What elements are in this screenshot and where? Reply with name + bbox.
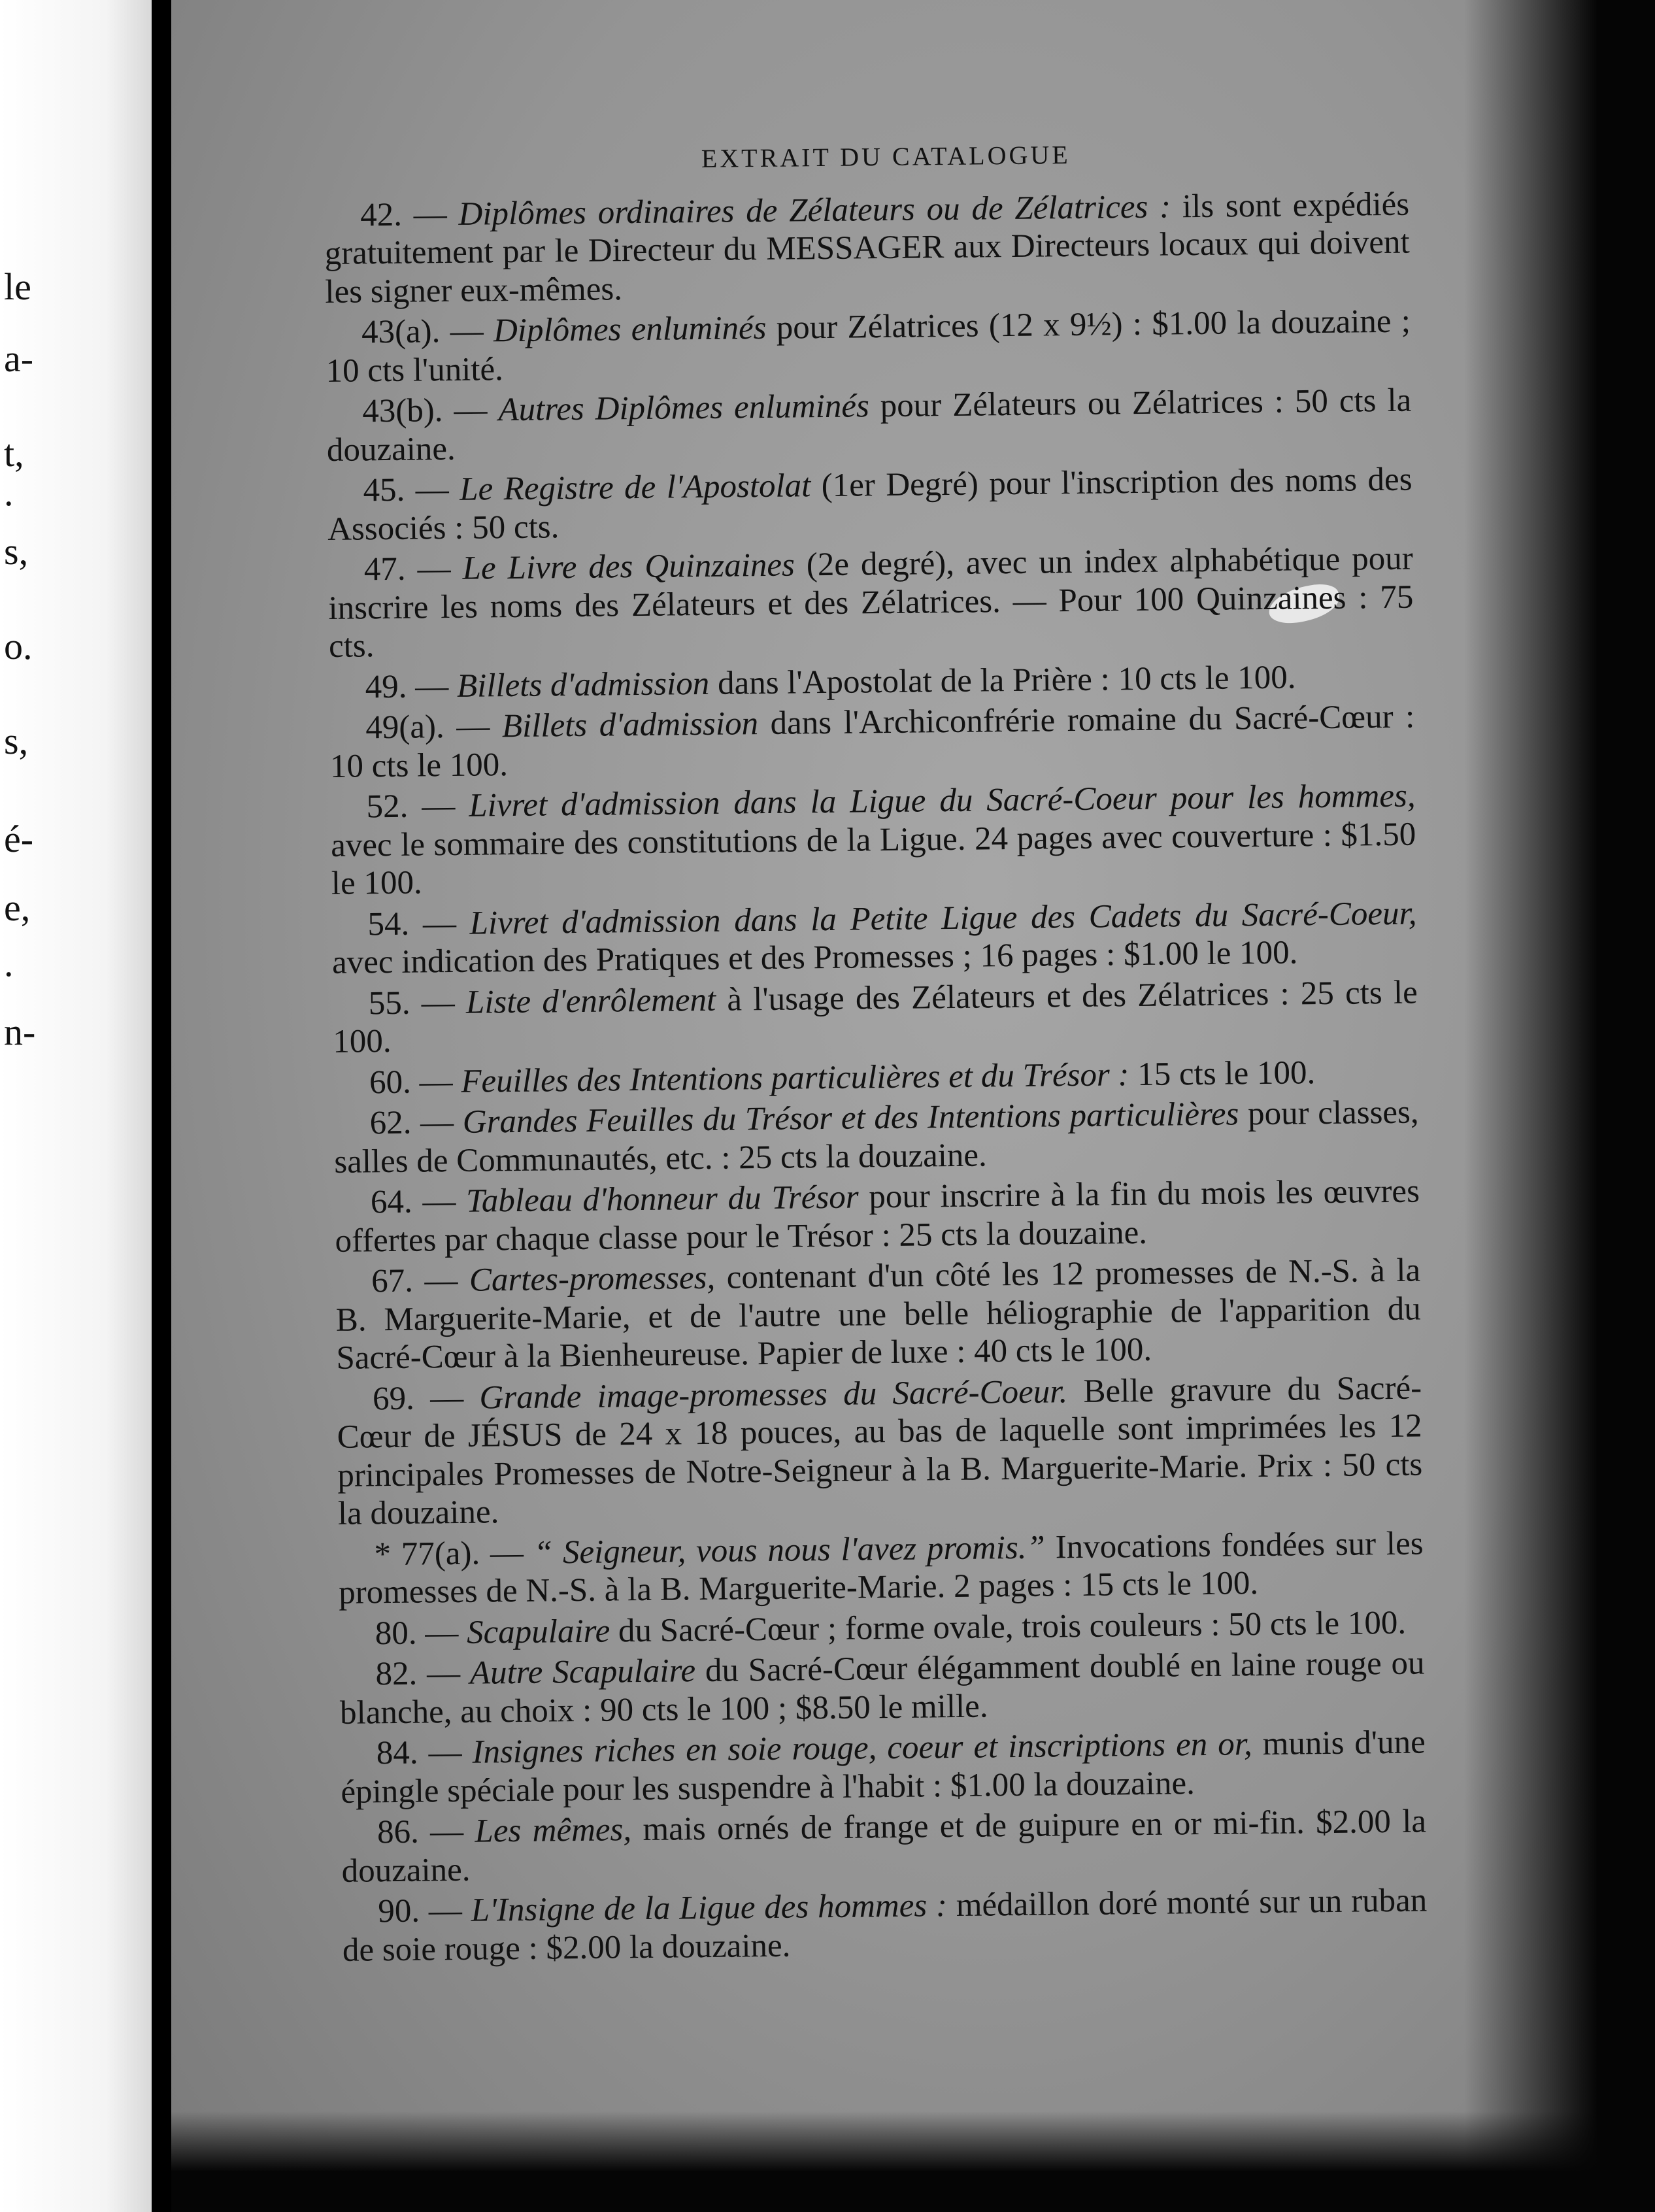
entry-title: Le Registre de l'Apostolat xyxy=(459,467,811,508)
left-facing-page xyxy=(0,0,152,2212)
catalogue-entry xyxy=(328,540,1414,666)
catalogue-entry xyxy=(335,1173,1420,1260)
entry-description: Invocations fondées sur les promesses de N.-S. à la B. Marguerite-Marie. 2 pages : 15 cts le 100. xyxy=(338,1524,1424,1611)
entry-number: 49(a). — xyxy=(365,708,490,746)
left-fragment: a- xyxy=(4,337,34,380)
entry-title: Liste d'enrôlement xyxy=(465,981,716,1021)
catalogue-entry xyxy=(333,1094,1419,1181)
catalogue-entry xyxy=(335,1252,1422,1378)
left-fragment: o. xyxy=(4,625,33,667)
entry-description: avec le sommaire des constitutions de la Ligue. 24 pages avec couverture : $1.50 le 100. xyxy=(330,816,1416,902)
entry-title: Insignes riches en soie rouge, coeur et inscriptions en or, xyxy=(472,1726,1252,1771)
left-fragment: n- xyxy=(4,1011,36,1053)
catalogue-entry xyxy=(340,1723,1426,1811)
entry-description: pour classes, salles de Communautés, etc. : 25 cts la douzaine. xyxy=(334,1094,1419,1181)
catalogue-entry xyxy=(332,973,1418,1061)
page-shadow-bottom xyxy=(171,2111,1655,2212)
catalogue-entry xyxy=(339,1644,1425,1732)
entry-title: “ Seigneur, vous nous l'avez promis.” xyxy=(533,1529,1046,1571)
left-fragment: s, xyxy=(4,530,29,573)
entry-description: ils sont expédiés gratuitement par le Directeur du MESSAGER aux Directeurs locaux qui doivent les signer eux-mêmes. xyxy=(324,186,1410,310)
entry-description: Belle gravure du Sacré-Cœur de JÉSUS de 24 x 18 pouces, au bas de laquelle sont imprimées les 12 principales Promesses de Notre-Seigneur à la B. Marguerite-Marie. Prix : 50 cts la douzaine. xyxy=(337,1369,1423,1532)
entry-description: pour Zélateurs ou Zélatrices : 50 cts la douzaine. xyxy=(326,382,1412,469)
entry-number: 55. — xyxy=(368,984,456,1022)
left-fragment: le xyxy=(4,265,31,308)
entry-title: Billets d'admission xyxy=(456,665,710,705)
entry-description: avec indication des Pratiques et des Promesses ; 16 pages : $1.00 le 100. xyxy=(331,934,1298,981)
entry-number: 69. — xyxy=(372,1379,464,1417)
entry-title: Livret d'admission dans la Ligue du Sacré-Coeur pour les hommes, xyxy=(468,777,1416,824)
entry-title: Scapulaire xyxy=(466,1613,610,1651)
entry-title: Les mêmes, xyxy=(475,1811,632,1850)
entry-description: contenant d'un côté les 12 promesses de N.-S. à la B. Marguerite-Marie, et de l'autre une belle héliographie de l'apparition du Sacré-Cœur à la Bienheureuse. Papier de luxe : 40 cts le 100. xyxy=(335,1252,1422,1377)
entry-title: Grandes Feuilles du Trésor et des Intentions particulières xyxy=(462,1096,1239,1141)
entries-list xyxy=(324,185,1428,1969)
catalogue-entry xyxy=(326,303,1411,390)
entry-title: Diplômes enluminés xyxy=(493,309,767,350)
entry-title: Livret d'admission dans la Petite Ligue des Cadets du Sacré-Coeur, xyxy=(469,895,1417,942)
entry-number: 80. — xyxy=(375,1614,459,1652)
catalogue-entry xyxy=(342,1881,1428,1969)
entry-title: Feuilles des Intentions particulières et du Trésor : xyxy=(460,1056,1129,1100)
entry-number: 54. — xyxy=(367,905,457,943)
entry-number: 84. — xyxy=(376,1734,462,1772)
left-fragment: t, xyxy=(4,432,24,475)
entry-title: Tableau d'honneur du Trésor xyxy=(465,1179,859,1220)
entry-description: médaillon doré monté sur un ruban de soie rouge : $2.00 la douzaine. xyxy=(342,1882,1428,1969)
entry-description: pour inscrire à la fin du mois les œuvres offertes par chaque classe pour le Trésor : 25 cts la douzaine. xyxy=(335,1173,1420,1260)
catalogue-entry xyxy=(331,894,1417,982)
left-fragment: e, xyxy=(4,886,31,929)
entry-title: Diplômes ordinaires de Zélateurs ou de Zélatrices : xyxy=(458,188,1171,233)
entry-title: L'Insigne de la Ligue des hommes : xyxy=(471,1887,948,1929)
entry-description: (2e degré), avec un index alphabétique pour inscrire les noms des Zélateurs et des Zélatrices. — Pour 100 Quinzaines : 75 cts. xyxy=(328,540,1414,665)
entry-number: 90. — xyxy=(378,1892,463,1930)
entry-title: Le Livre des Quinzaines xyxy=(462,546,795,587)
left-fragment: é- xyxy=(4,818,34,860)
catalogue-entry xyxy=(341,1802,1427,1890)
entry-description: à l'usage des Zélateurs et des Zélatrices : 25 cts le 100. xyxy=(333,974,1418,1060)
catalogue-text xyxy=(324,133,1428,1972)
entry-description: du Sacré-Cœur élégamment doublé en laine rouge ou blanche, au choix : 90 cts le 100 ; $8.50 le mille. xyxy=(339,1645,1425,1732)
left-fragment: . xyxy=(4,471,14,514)
entry-description: munis d'une épingle spéciale pour les suspendre à l'habit : $1.00 la douzaine. xyxy=(341,1724,1426,1811)
entry-number: 60. — xyxy=(369,1063,453,1101)
left-fragment: s, xyxy=(4,720,29,762)
entry-number: 52. — xyxy=(366,787,456,826)
entry-description: dans l'Apostolat de la Prière : 10 cts le 100. xyxy=(717,658,1296,702)
entry-title: Grande image-promesses du Sacré-Coeur. xyxy=(479,1373,1068,1416)
entry-description: 15 cts le 100. xyxy=(1137,1054,1316,1093)
entry-title: Autres Diplômes enluminés xyxy=(498,388,870,429)
catalogue-entry xyxy=(338,1524,1424,1612)
catalogue-entry xyxy=(326,382,1412,469)
entry-description: (1er Degré) pour l'inscription des noms des Associés : 50 cts. xyxy=(327,461,1413,548)
catalogue-entry xyxy=(337,1369,1423,1533)
entry-number: 42. — xyxy=(359,195,447,233)
entry-number: 82. — xyxy=(375,1654,461,1693)
catalogue-entry xyxy=(324,185,1411,311)
entry-number: 47. — xyxy=(363,550,451,588)
entry-number: 67. — xyxy=(371,1262,458,1300)
entry-number: 49. — xyxy=(365,667,449,705)
entry-description: dans l'Archiconfrérie romaine du Sacré-Cœur : 10 cts le 100. xyxy=(329,698,1415,785)
entry-description: mais ornés de frange et de guipure en or mi-fin. $2.00 la douzaine. xyxy=(341,1803,1427,1890)
entry-number: 62. — xyxy=(369,1103,454,1142)
left-fragment: . xyxy=(4,942,14,984)
entry-number: 64. — xyxy=(370,1182,456,1221)
entry-title: Cartes-promesses, xyxy=(469,1259,716,1299)
entry-description: du Sacré-Cœur ; forme ovale, trois couleurs : 50 cts le 100. xyxy=(618,1604,1407,1649)
entry-number: * 77(a). — xyxy=(374,1534,524,1573)
catalogue-entry xyxy=(327,461,1413,548)
entry-title: Autre Scapulaire xyxy=(469,1652,696,1692)
entry-number: 86. — xyxy=(376,1813,464,1851)
entry-title: Billets d'admission xyxy=(501,705,759,745)
page-shadow-right xyxy=(1464,0,1655,2212)
catalogue-entry xyxy=(329,698,1415,786)
entry-number: 43(b). — xyxy=(361,392,488,430)
catalogue-entry xyxy=(330,777,1416,903)
entry-description: pour Zélatrices (12 x 9½) : $1.00 la douzaine ; 10 cts l'unité. xyxy=(326,303,1411,390)
entry-number: 45. — xyxy=(363,471,450,509)
page-header: EXTRAIT DU CATALOGUE xyxy=(701,140,1071,173)
entry-number: 43(a). — xyxy=(361,312,484,351)
